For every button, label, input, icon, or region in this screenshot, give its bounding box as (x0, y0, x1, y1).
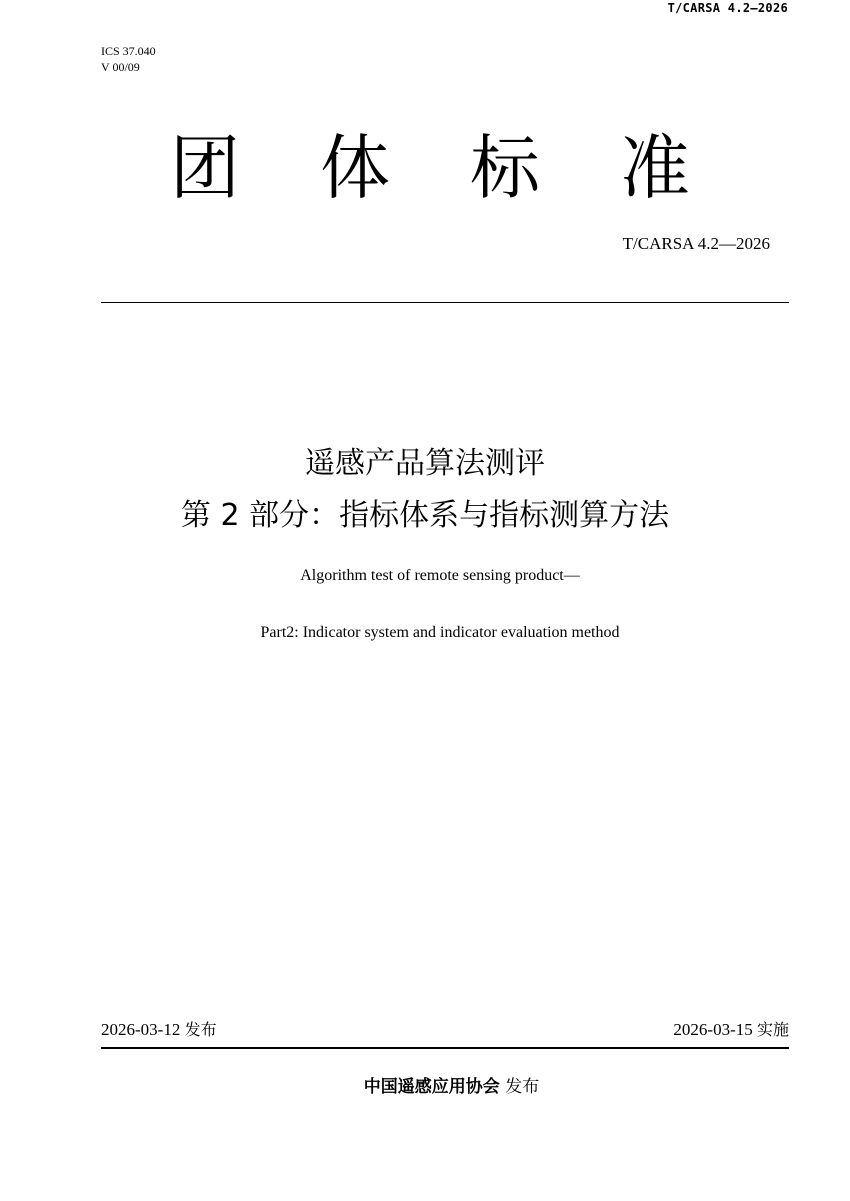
ics-code: ICS 37.040 (101, 44, 156, 58)
chinese-title-line2 (0, 496, 850, 536)
part-label: 第 2 部分： (180, 498, 340, 533)
english-title-line2: Part2: Indicator system and indicator evaluation method (260, 624, 620, 641)
implementation-date-block (673, 1017, 789, 1040)
classification-block (101, 43, 156, 75)
document-type-char: 体 (320, 127, 390, 209)
english-title-line1: Algorithm test of remote sensing product— (300, 567, 580, 584)
issue-date-block (101, 1017, 217, 1040)
publisher-label: 发布 (505, 1077, 540, 1097)
issue-date: 2026-03-12 (101, 1020, 181, 1039)
header-standard-code: T/CARSA 4.2—2026 (667, 1, 788, 15)
document-type-char: 准 (620, 127, 690, 209)
bottom-divider (101, 1047, 789, 1049)
standard-number: T/CARSA 4.2—2026 (622, 234, 770, 253)
implementation-date: 2026-03-15 (673, 1020, 753, 1039)
top-divider (101, 302, 789, 303)
implementation-label: 实施 (756, 1020, 789, 1039)
version-code: V 00/09 (101, 60, 140, 74)
part-subject: 指标体系与指标测算方法 (339, 498, 670, 533)
chinese-title-line1: 遥感产品算法测评 (305, 446, 545, 481)
document-type-title (170, 126, 690, 210)
publisher-name: 中国遥感应用协会 (363, 1077, 500, 1097)
issue-label: 发布 (184, 1020, 217, 1039)
document-type-char: 团 (170, 127, 240, 209)
publisher-line (0, 1072, 850, 1097)
document-type-char: 标 (470, 127, 540, 209)
